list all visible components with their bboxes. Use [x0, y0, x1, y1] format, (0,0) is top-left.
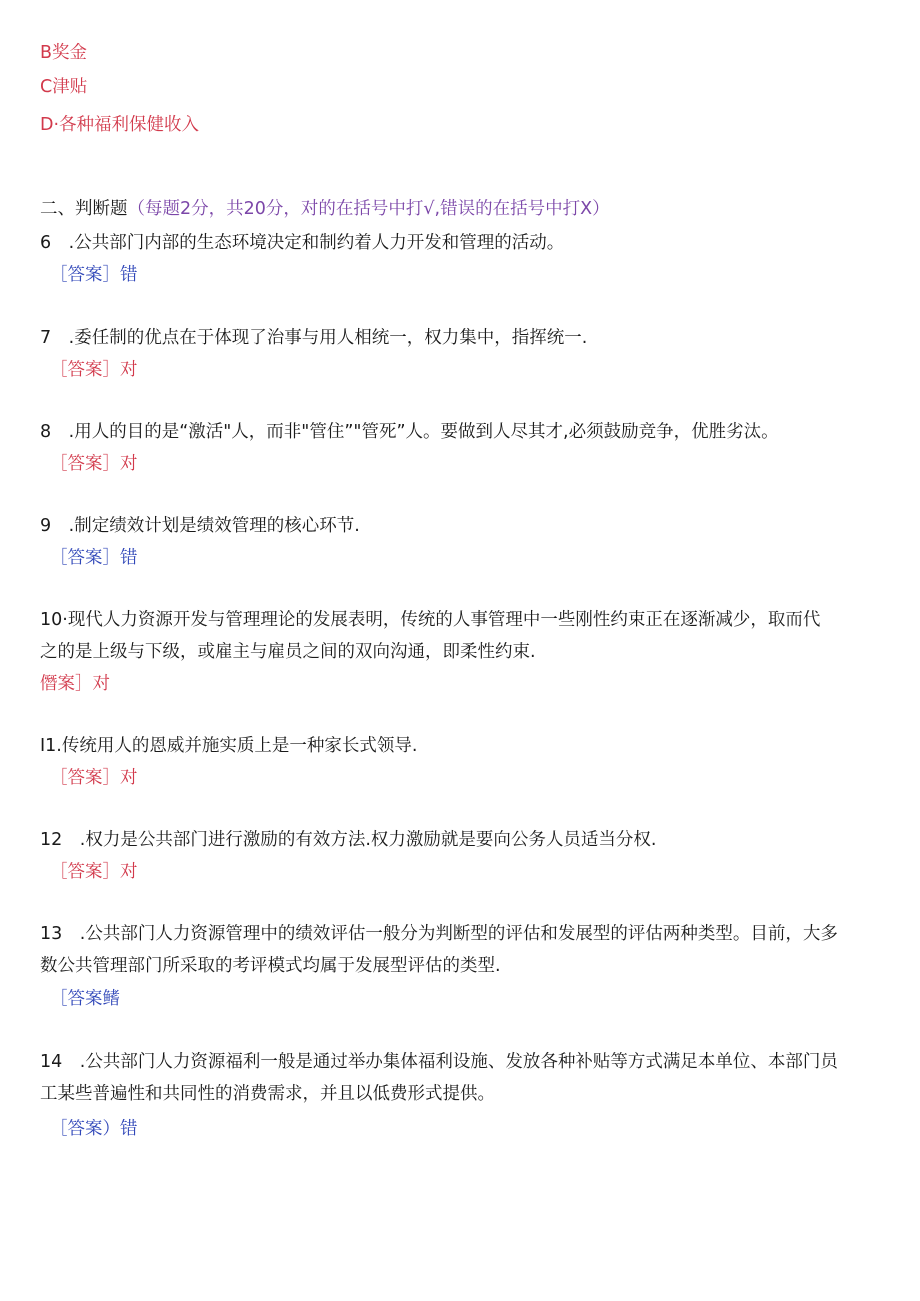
- section-note: （每题2分，共20分，对的在括号中打√,错误的在括号中打X）: [127, 199, 610, 219]
- question-11-answer: [50, 766, 138, 790]
- answer-label: ［答案］: [50, 862, 120, 882]
- question-12-text: 12 .权力是公共部门进行激励的有效方法.权力激励就是要向公务人员适当分权.: [40, 830, 657, 850]
- answer-value: 对: [120, 862, 138, 882]
- question-7-text: 7 .委任制的优点在于体现了治事与用人相统一，权力集中，指挥统一.: [40, 328, 588, 348]
- question-6-answer: [50, 263, 138, 287]
- question-11-text: I1.传统用人的恩威并施实质上是一种家长式领导.: [40, 736, 418, 756]
- option-b: B奖金: [40, 43, 88, 63]
- question-6-text: 6 .公共部门内部的生态环境决定和制约着人力开发和管理的活动。: [40, 233, 565, 253]
- answer-label: ［答案］: [50, 360, 120, 380]
- answer-value: 对: [120, 360, 138, 380]
- question-12-answer: [50, 860, 138, 884]
- answer-label: ［答案）: [50, 1119, 120, 1139]
- question-10-text-line-1: 10·现代人力资源开发与管理理论的发展表明，传统的人事管理中一些刚性约束正在逐渐减少，取而代: [40, 610, 821, 630]
- answer-value: 错: [120, 1119, 138, 1139]
- question-10-answer: [40, 672, 110, 696]
- answer-label: ［答案］: [50, 768, 120, 788]
- answer-value: 对: [120, 454, 138, 474]
- answer-value: 错: [120, 548, 138, 568]
- answer-label: 僭案］: [40, 674, 93, 694]
- question-9-answer: [50, 546, 138, 570]
- question-9-text: 9 .制定绩效计划是绩效管理的核心环节.: [40, 516, 360, 536]
- option-d: D·各种福利保健收入: [40, 115, 200, 135]
- question-10-text-line-2: 之的是上级与下级，或雇主与雇员之间的双向沟通，即柔性约束.: [40, 642, 536, 662]
- answer-value: 错: [120, 265, 138, 285]
- question-7-answer: [50, 358, 138, 382]
- option-c: C津贴: [40, 77, 88, 97]
- answer-value: 对: [120, 768, 138, 788]
- answer-value: 对: [92, 674, 110, 694]
- answer-label: ［答案鳍: [50, 989, 120, 1009]
- question-14-text-line-2: 工某些普遍性和共同性的消费需求，并且以低费形式提供。: [40, 1084, 495, 1104]
- answer-label: ［答案］: [50, 548, 120, 568]
- question-8-answer: [50, 452, 138, 476]
- question-14-answer: [50, 1117, 138, 1141]
- question-13-answer: [50, 987, 120, 1011]
- section-heading: [40, 197, 610, 221]
- question-8-text: 8 .用人的目的是“激活"人，而非"管住”"管死”人。要做到人尽其才,必须鼓励竞争，优胜劣汰。: [40, 422, 779, 442]
- question-13-text-line-1: 13 .公共部门人力资源管理中的绩效评估一般分为判断型的评估和发展型的评估两种类型。目前，大多: [40, 924, 838, 944]
- question-14-text-line-1: 14 .公共部门人力资源福利一般是通过举办集体福利设施、发放各种补贴等方式满足本单位、本部门员: [40, 1052, 838, 1072]
- question-13-text-line-2: 数公共管理部门所采取的考评模式均属于发展型评估的类型.: [40, 956, 501, 976]
- section-title: 二、判断题: [40, 199, 128, 219]
- answer-label: ［答案］: [50, 454, 120, 474]
- answer-label: ［答案］: [50, 265, 120, 285]
